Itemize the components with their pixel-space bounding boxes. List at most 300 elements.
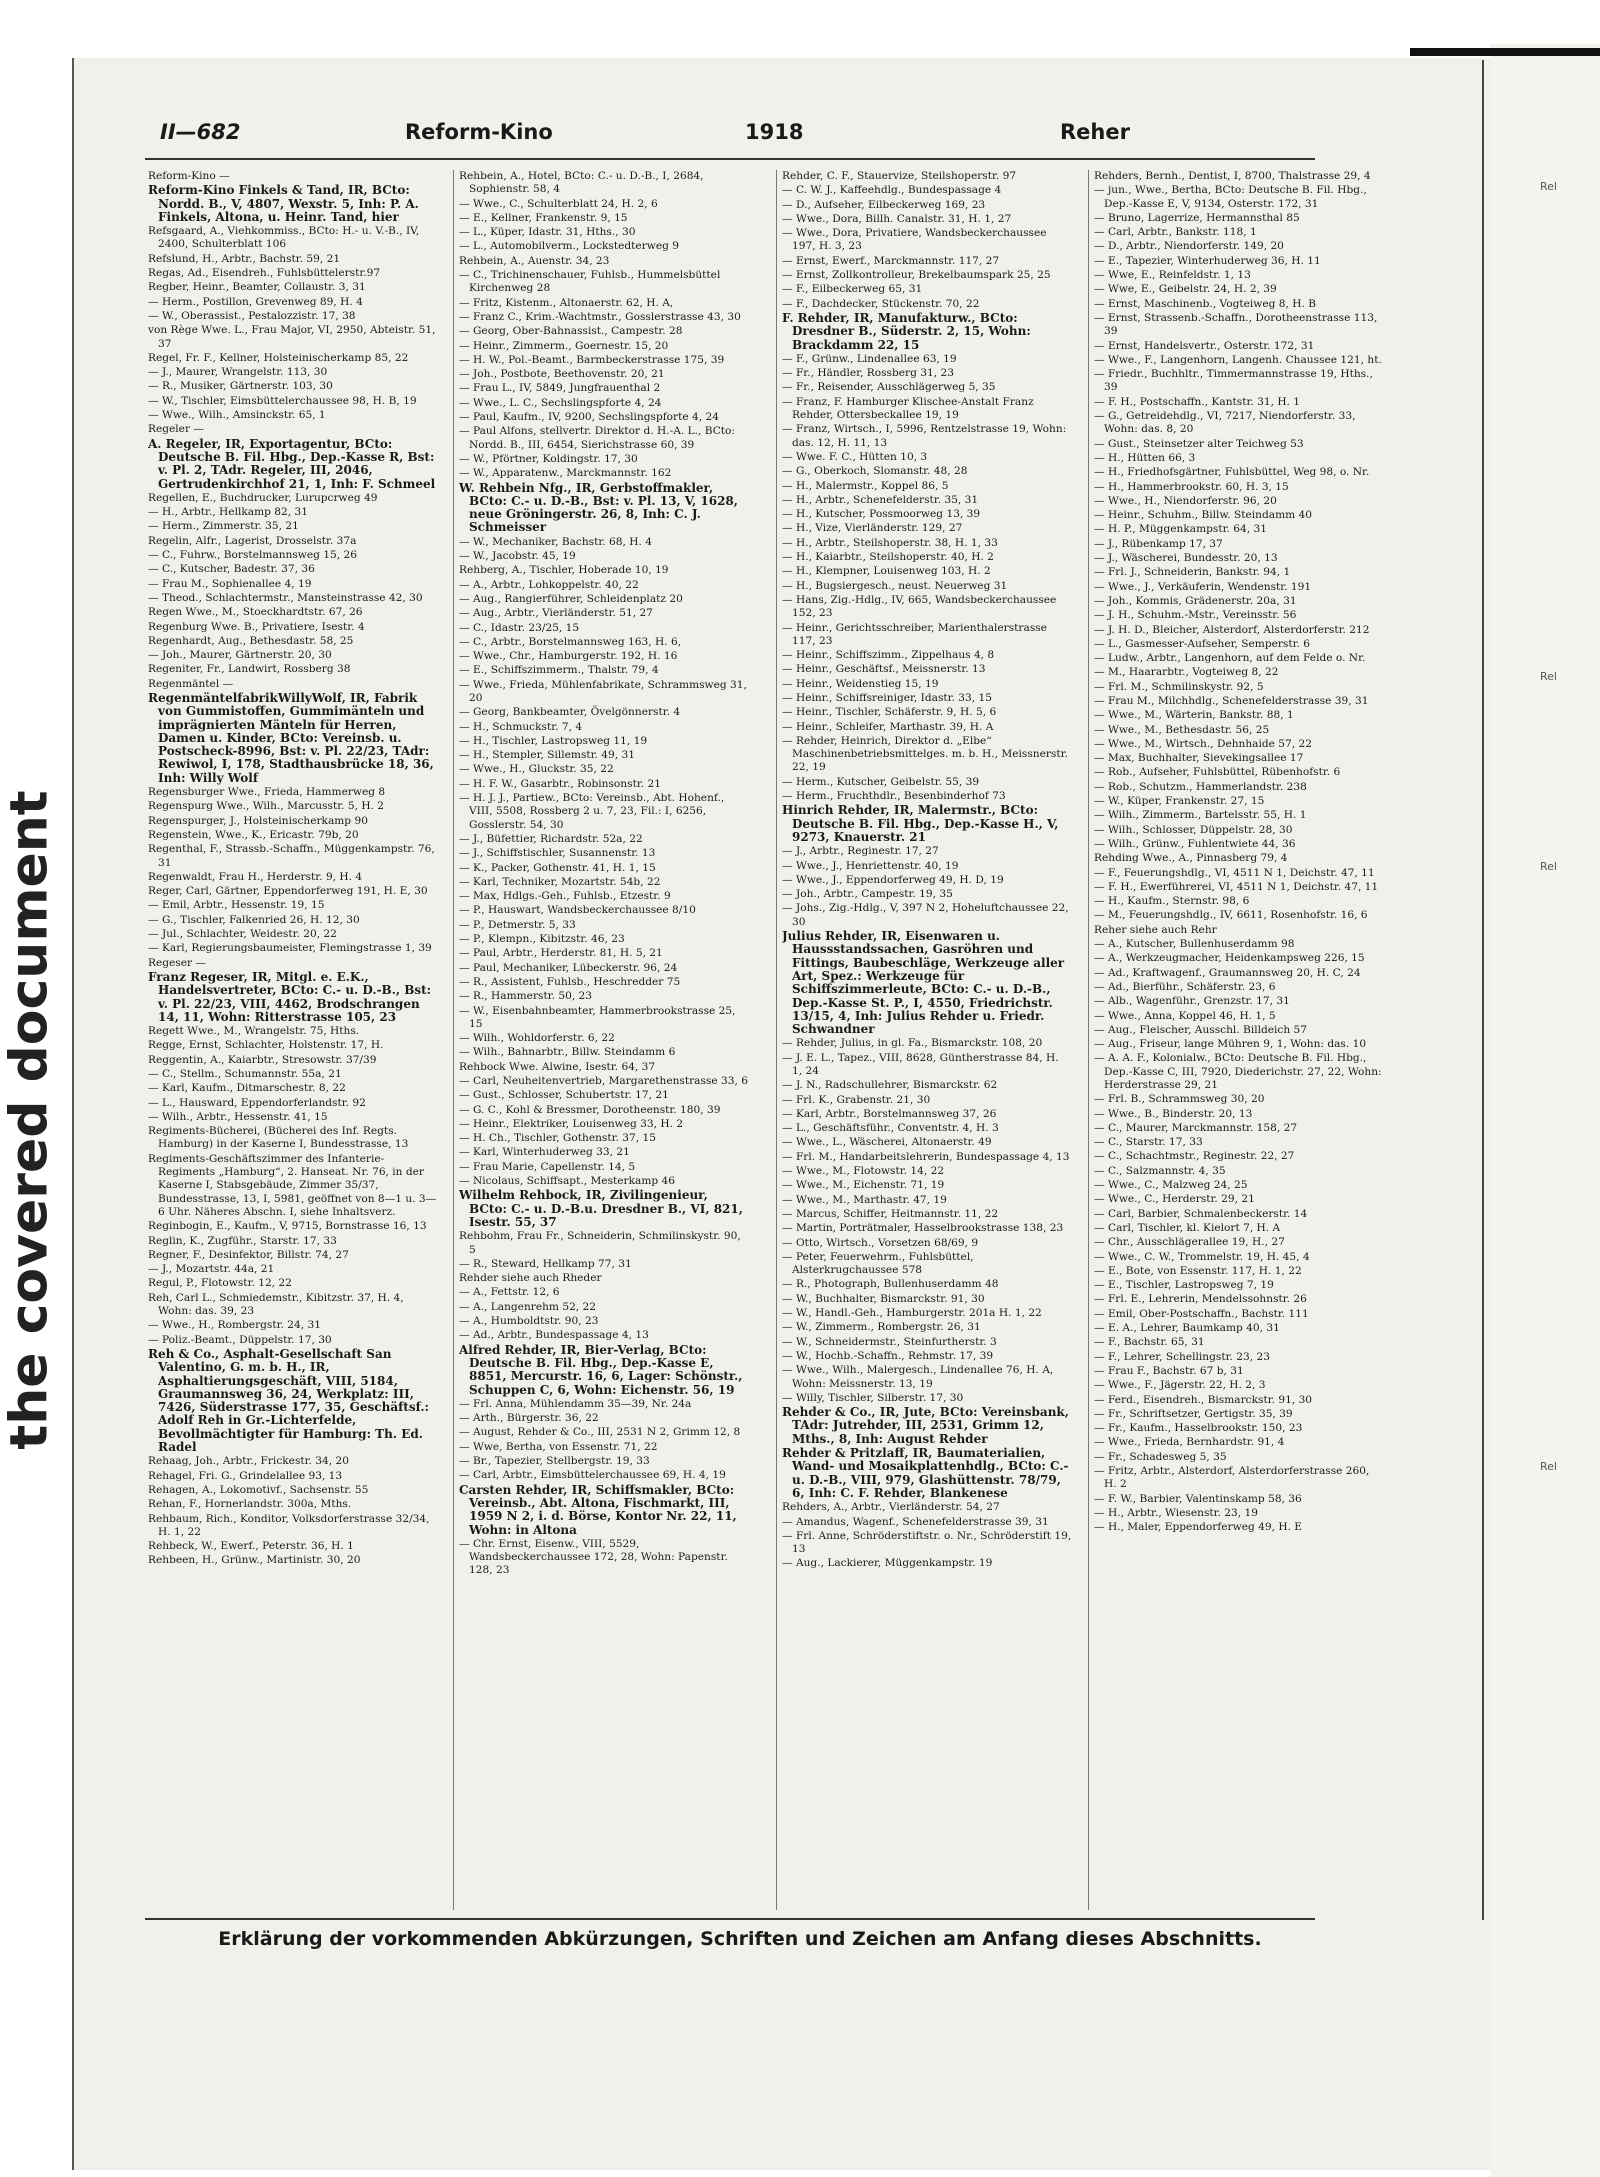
directory-entry: — K., Packer, Gothenstr. 41, H. 1, 15 [459,861,656,874]
directory-entry: — W., Hochb.-Schaffn., Rehmstr. 17, 39 [782,1349,994,1362]
directory-entry: — Carl, Arbtr., Eimsbüttelerchaussee 69, H. 4, 19 [459,1469,726,1482]
directory-entry: — Wwe, E., Reinfeldstr. 1, 13 [1094,269,1251,282]
directory-entry: — Joh., Maurer, Gärtnerstr. 20, 30 [148,649,332,662]
directory-entry: — Fr., Schadesweg 5, 35 [1094,1450,1227,1463]
directory-entry: Regel, Fr. F., Kellner, Holsteinischerkamp 85, 22 [148,351,409,364]
directory-entry: — J., Arbtr., Reginestr. 17, 27 [782,845,939,858]
directory-entry: — H., Friedhofsgärtner, Fuhlsbüttel, Weg 98, o. Nr. [1094,466,1370,479]
directory-entry: — Heinr., Schiffsreiniger, Idastr. 33, 15 [782,691,992,704]
directory-entry: — Heinr., Gerichtsschreiber, Marienthalerstrasse 117, 23 [782,621,1047,647]
directory-entry: — Br., Tapezier, Stellbergstr. 19, 33 [459,1455,650,1468]
directory-entry: Rehagel, Fri. G., Grindelallee 93, 13 [148,1469,343,1482]
directory-entry: — Fritz, Kistenm., Altonaerstr. 62, H. A, [459,296,674,309]
directory-entry: — Aug., Friseur, lange Mühren 9, 1, Wohn: das. 10 [1094,1038,1367,1051]
directory-entry: — Friedr., Buchhltr., Timmermannstrasse 19, Hths., 39 [1094,368,1373,394]
directory-entry: Regellen, E., Buchdrucker, Lurupcrweg 49 [148,491,378,504]
directory-entry: — Ad., Bierführ., Schäferstr. 23, 6 [1094,980,1276,993]
directory-entry: — Frl. M., Handarbeitslehrerin, Bundespassage 4, 13 [782,1150,1070,1163]
directory-entry: — Emil, Ober-Postschaffn., Bachstr. 111 [1094,1307,1309,1320]
directory-entry: — Frl. E., Lehrerin, Mendelssohnstr. 26 [1094,1293,1307,1306]
column-divider [776,170,777,1910]
adjacent-page-mark: Rel [1540,860,1557,873]
directory-entry: — Wwe., M., Flotowstr. 14, 22 [782,1165,945,1178]
directory-entry: — Frau Marie, Capellenstr. 14, 5 [459,1160,636,1173]
directory-entry: — H., Schmuckstr. 7, 4 [459,720,583,733]
directory-entry: — G., Oberkoch, Slomanstr. 48, 28 [782,465,968,478]
directory-entry: — Heinr., Schleifer, Marthastr. 39, H. A [782,720,994,733]
directory-entry: — H., Kaiarbtr., Steilshoperstr. 40, H. 2 [782,551,994,564]
directory-entry: Rehbeck, W., Ewerf., Peterstr. 36, H. 1 [148,1540,354,1553]
directory-entry: — Frl. J., Schneiderin, Bankstr. 94, 1 [1094,566,1291,579]
directory-entry: — Fritz, Arbtr., Alsterdorf, Alsterdorferstrasse 260, H. 2 [1094,1465,1370,1491]
directory-entry: — Peter, Feuerwehrm., Fuhlsbüttel, Alsterkrugchaussee 578 [782,1250,974,1277]
directory-entry: Rehbock Wwe. Alwine, Isestr. 64, 37 [459,1060,656,1073]
directory-entry: — J., Maurer, Wrangelstr. 113, 30 [148,366,328,379]
directory-entry: — Georg, Ober-Bahnassist., Campestr. 28 [459,325,683,338]
adjacent-page-strip [1490,44,1600,2177]
directory-entry: — H., Kaufm., Sternstr. 98, 6 [1094,895,1250,908]
directory-entry: — Wwe., J., Eppendorferweg 49, H. D, 19 [782,873,1004,886]
directory-entry: — F. W., Barbier, Valentinskamp 58, 36 [1094,1492,1302,1505]
directory-entry: — C., Kutscher, Badestr. 37, 36 [148,563,315,576]
directory-entry: — G. C., Kohl & Bressmer, Dorotheenstr. 180, 39 [459,1103,721,1116]
directory-entry: Reger, Carl, Gärtner, Eppendorferweg 191, H. E, 30 [148,885,428,898]
directory-entry: — Hans, Zig.-Hdlg., IV, 665, Wandsbeckerchaussee 152, 23 [782,593,1057,620]
directory-entry: — Carl, Barbier, Schmalenbeckerstr. 14 [1094,1207,1308,1220]
directory-entry: — H., Hammerbrookstr. 60, H. 3, 15 [1094,480,1289,493]
directory-entry: Regenburg Wwe. B., Privatiere, Isestr. 4 [148,620,365,633]
directory-entry: — M., Feuerungshdlg., IV, 6611, Rosenhofstr. 16, 6 [1094,909,1368,922]
directory-entry: Reggentin, A., Kaiarbtr., Stresowstr. 37/39 [148,1053,377,1066]
directory-entry: — H., Malermstr., Koppel 86, 5 [782,479,949,492]
directory-entry: Reher siehe auch Rehr [1094,923,1217,936]
directory-entry: Hinrich Rehder, IR, Malermstr., BCto: Deutsche B. Fil. Hbg., Dep.-Kasse H., V, 9273, Knauerstr. 21 [782,803,1059,844]
directory-entry: — Wilh., Schlosser, Düppelstr. 28, 30 [1094,823,1293,836]
directory-entry: — W., Schneidermstr., Steinfurtherstr. 3 [782,1335,997,1348]
directory-entry: — H. W., Pol.-Beamt., Barmbeckerstrasse 175, 39 [459,353,725,366]
directory-entry: — Wilh., Grünw., Fuhlentwiete 44, 36 [1094,837,1296,850]
directory-entry: — Heinr., Zimmerm., Goernestr. 15, 20 [459,339,669,352]
directory-entry: — E., Bote, von Essenstr. 117, H. 1, 22 [1094,1264,1302,1277]
directory-entry: — Herm., Zimmerstr. 35, 21 [148,520,299,533]
directory-entry: Rehder & Co., IR, Jute, BCto: Vereinsbank, TAdr: Jutrehder, III, 2531, Grimm 12, Mths., 8, Inh: August Rehder [782,1405,1069,1446]
directory-entry: Regenwaldt, Frau H., Herderstr. 9, H. 4 [148,870,363,883]
directory-entry: Franz Regeser, IR, Mitgl. e. E.K., Handelsvertreter, BCto: C.- u. D.-B., Bst: v. Pl. 22/23, VIII, 4462, Brodschrangen 14, 11, Wohn: Ritterstrasse 105, 23 [148,969,432,1024]
directory-entry: — Wwe., Dora, Billh. Canalstr. 31, H. 1, 27 [782,212,1012,225]
directory-entry: Reform-Kino — [148,170,230,182]
directory-entry: Regul, P., Flotowstr. 12, 22 [148,1277,292,1290]
directory-entry: — Paul, Arbtr., Herderstr. 81, H. 5, 21 [459,947,663,960]
directory-entry: Alfred Rehder, IR, Bier-Verlag, BCto: Deutsche B. Fil. Hbg., Dep.-Kasse E, 8851, Mercurstr. 16, 6, Lager: Schönstr., Schuppen C, 6, Wohn: Eichenstr. 56, 19 [459,1342,743,1397]
directory-entry: — A., Fettstr. 12, 6 [459,1286,560,1299]
directory-entry: — Frau M., Milchhdlg., Schenefelderstrasse 39, 31 [1094,694,1369,707]
directory-entry: — Frl. Anna, Mühlendamm 35—39, Nr. 24a [459,1397,692,1410]
directory-entry: Julius Rehder, IR, Eisenwaren u. Haussstandssachen, Gasröhren und Fittings, Baubeschläge, Werkzeuge aller Art, Spez.: Werkzeuge für Schiffszimmerleute, BCto: C.- u. D.-B., Dep.-Kasse St. P., I, 4550, Friedrichstr. 13/15, 4, Inh: Julius Rehder u. Friedr. Schwandner [782,929,1065,1037]
directory-entry: — Wilh., Wohldorferstr. 6, 22 [459,1032,615,1045]
directory-entry: — Paul, Mechaniker, Lübeckerstr. 96, 24 [459,961,678,974]
directory-entry: — A. A. F., Kolonialw., BCto: Deutsche B. Fil. Hbg., Dep.-Kasse C, III, 7920, Diederichstr. 27, 22, Wohn: Herderstrasse 29, 21 [1094,1052,1382,1091]
directory-entry: — R., Steward, Hellkamp 77, 31 [459,1257,632,1270]
directory-entry: — Wwe., C. W., Trommelstr. 19, H. 45, 4 [1094,1250,1310,1263]
footer-rule [145,1918,1315,1920]
directory-entry: — P., Klempn., Kibitzstr. 46, 23 [459,933,625,946]
directory-entry: — Wwe., L., Wäscherei, Altonaerstr. 49 [782,1136,992,1149]
directory-entry: — W., Apparatenw., Marckmannstr. 162 [459,467,672,480]
directory-entry: — Ernst, Maschinenb., Vogteiweg 8, H. B [1094,297,1317,310]
directory-entry: Regenhardt, Aug., Bethesdastr. 58, 25 [148,634,354,647]
directory-entry: — A., Arbtr., Lohkoppelstr. 40, 22 [459,578,639,591]
directory-entry: — D., Arbtr., Niendorferstr. 149, 20 [1094,240,1284,253]
directory-entry: Regensburger Wwe., Frieda, Hammerweg 8 [148,786,386,799]
directory-entry: — Rehder, Julius, in gl. Fa., Bismarckstr. 108, 20 [782,1037,1043,1050]
directory-entry: — Karl, Arbtr., Borstelmannsweg 37, 26 [782,1107,997,1120]
directory-entry: — Jul., Schlachter, Weidestr. 20, 22 [148,928,337,941]
directory-entry: — Franz, F. Hamburger Klischee-Anstalt Franz Rehder, Ottersbeckallee 19, 19 [782,395,1034,422]
directory-entry: Rehders, A., Arbtr., Vierländerstr. 54, 27 [782,1501,1000,1514]
directory-entry: — H., Stempler, Sillemstr. 49, 31 [459,749,635,762]
directory-entry: — Wwe., M., Wärterin, Bankstr. 88, 1 [1094,709,1294,722]
directory-entry: Rehbaum, Rich., Konditor, Volksdorferstrasse 32/34, H. 1, 22 [148,1512,430,1538]
directory-entry: — H. Ch., Tischler, Gothenstr. 37, 15 [459,1132,656,1145]
directory-entry: — Wilh., Zimmerm., Bartelsstr. 55, H. 1 [1094,809,1307,822]
directory-entry: — Wwe., C., Schulterblatt 24, H. 2, 6 [459,197,658,210]
directory-entry: Wilhelm Rehbock, IR, Zivilingenieur, BCto: C.- u. D.-B.u. Dresdner B., VI, 821, Isestr. 55, 37 [459,1188,743,1229]
page-header [160,120,1330,150]
directory-column-3 [782,170,1072,1910]
directory-entry: — Gust., Steinsetzer alter Teichweg 53 [1094,437,1304,450]
directory-entry: — Fr., Reisender, Ausschlägerweg 5, 35 [782,381,996,394]
directory-entry: — Wwe., Frieda, Mühlenfabrikate, Schrammsweg 31, 20 [459,678,747,704]
directory-entry: — F. H., Postschaffn., Kantstr. 31, H. 1 [1094,395,1301,408]
directory-entry: — C., Fuhrw., Borstelmannsweg 15, 26 [148,549,357,562]
side-banner-text: the covered document [0,790,61,1450]
directory-entry: Rehbeen, H., Grünw., Martinistr. 30, 20 [148,1554,361,1567]
directory-entry: — Georg, Bankbeamter, Övelgönnerstr. 4 [459,706,681,719]
directory-entry: — H., Arbtr., Wiesenstr. 23, 19 [1094,1506,1258,1519]
directory-entry: — F., Grünw., Lindenallee 63, 19 [782,352,957,365]
directory-entry: — C., Idastr. 23/25, 15 [459,621,580,634]
directory-entry: — C., Salzmannstr. 4, 35 [1094,1164,1226,1177]
directory-entry: — Ernst, Strassenb.-Schaffn., Dorotheenstrasse 113, 39 [1094,311,1378,338]
directory-entry: — Carl, Tischler, kl. Kielort 7, H. A [1094,1221,1281,1234]
directory-entry: — W., Handl.-Geh., Hamburgerstr. 201a H. 1, 22 [782,1307,1042,1320]
directory-entry: — Wwe., Frieda, Bernhardstr. 91, 4 [1094,1436,1285,1449]
directory-entry: Regen Wwe., M., Stoeckhardtstr. 67, 26 [148,606,363,619]
book-edge [1410,48,1600,56]
directory-entry: — Bruno, Lagerrize, Hermannsthal 85 [1094,211,1300,224]
directory-entry: Refslund, H., Arbtr., Bachstr. 59, 21 [148,252,341,265]
adjacent-page-mark: Rel [1540,180,1557,193]
directory-entry: — Frau M., Sophienallee 4, 19 [148,577,312,590]
directory-entry: Reginbogin, E., Kaufm., V, 9715, Bornstrasse 16, 13 [148,1220,427,1233]
directory-entry: — J. H., Schuhm.-Mstr., Vereinsstr. 56 [1094,609,1297,622]
directory-entry: — F., Lehrer, Schellingstr. 23, 23 [1094,1350,1270,1363]
directory-entry: A. Regeler, IR, Exportagentur, BCto: Deutsche B. Fil. Hbg., Dep.-Kasse R, Bst: v. Pl. 2, TAdr. Regeler, III, 2046, Gertrudenkirchhof 21, 1, Inh: F. Schmeel [148,436,436,491]
directory-entry: — Joh., Kommis, Grädenerstr. 20a, 31 [1094,594,1297,607]
directory-entry: — R., Photograph, Bullenhuserdamm 48 [782,1278,999,1291]
directory-entry: Rehbein, A., Auenstr. 34, 23 [459,254,610,267]
directory-entry: — Franz C., Krim.-Wachtmstr., Gosslerstrasse 43, 30 [459,310,741,323]
directory-entry: — E., Tapezier, Winterhuderweg 36, H. 11 [1094,254,1321,267]
directory-entry: Regelin, Alfr., Lagerist, Drosselstr. 37a [148,534,357,547]
directory-entry: — Rob., Schutzm., Hammerlandstr. 238 [1094,780,1307,793]
directory-entry: — Poliz.-Beamt., Düppelstr. 17, 30 [148,1333,332,1346]
directory-entry: — Frl. K., Grabenstr. 21, 30 [782,1093,931,1106]
directory-entry: Regiments-Bücherei, (Bücherei des Inf. Regts. Hamburg) in der Kaserne I, Bundesstrasse, 13 [148,1125,409,1151]
directory-entry: — Wwe., Wilh., Malergesch., Lindenallee 76, H. A, Wohn: Meissnerstr. 13, 19 [782,1364,1054,1390]
directory-entry: — Paul Alfons, stellvertr. Direktor d. H.-A. L., BCto: Nordd. B., III, 6454, Sierichstrasse 60, 39 [459,425,736,451]
directory-entry: Rehan, F., Hornerlandstr. 300a, Mths. [148,1498,352,1511]
directory-entry: — W., Buchhalter, Bismarckstr. 91, 30 [782,1292,985,1305]
directory-entry: — Wwe, Bertha, von Essenstr. 71, 22 [459,1440,658,1453]
directory-entry: — Marcus, Schiffer, Heitmannstr. 11, 22 [782,1207,999,1220]
directory-entry: — W., Zimmerm., Rombergstr. 26, 31 [782,1321,981,1334]
directory-entry: — C., Stellm., Schumannstr. 55a, 21 [148,1068,342,1080]
directory-entry: Rehaag, Joh., Arbtr., Frickestr. 34, 20 [148,1455,349,1468]
header-right-keyword: Reher [1060,120,1130,144]
directory-entry: — Wwe., Dora, Privatiere, Wandsbeckerchaussee 197, H. 3, 23 [782,227,1047,253]
directory-entry: — E., Kellner, Frankenstr. 9, 15 [459,211,628,224]
directory-entry: — H., Arbtr., Schenefelderstr. 35, 31 [782,493,979,506]
directory-entry: — Max, Buchhalter, Sievekingsallee 17 [1094,752,1304,765]
directory-column-4 [1094,170,1384,1910]
directory-entry: — Wwe., C., Herderstr. 29, 21 [1094,1193,1255,1206]
directory-entry: — W., Pförtner, Koldingstr. 17, 30 [459,452,638,465]
directory-entry: — Arth., Bürgerstr. 36, 22 [459,1412,599,1425]
directory-entry: Rehbein, A., Hotel, BCto: C.- u. D.-B., I, 2684, Sophienstr. 58, 4 [459,170,704,196]
directory-entry: F. Rehder, IR, Manufakturw., BCto: Dresdner B., Süderstr. 2, 15, Wohn: Brackdamm 22, 15 [782,310,1031,352]
adjacent-page-mark: Rel [1540,1460,1557,1473]
directory-entry: — Fr., Kaufm., Hasselbrookstr. 150, 23 [1094,1422,1303,1435]
directory-entry: — H. P., Müggenkampstr. 64, 31 [1094,523,1267,536]
directory-entry: — Wwe., B., Binderstr. 20, 13 [1094,1107,1253,1120]
directory-entry: — Aug., Lackierer, Müggenkampstr. 19 [782,1557,993,1570]
directory-entry: — Aug., Arbtr., Vierländerstr. 51, 27 [459,607,653,620]
directory-entry: — Frau L., IV, 5849, Jungfrauenthal 2 [459,382,661,395]
directory-entry: Regeser — [148,956,207,969]
directory-entry: — Wwe., M., Wirtsch., Dehnhaide 57, 22 [1094,737,1312,750]
directory-entry: — Theod., Schlachtermstr., Mansteinstrasse 42, 30 [148,591,423,604]
directory-entry: — P., Hauswart, Wandsbeckerchaussee 8/10 [459,904,696,917]
directory-entry: — Herm., Postillon, Grevenweg 89, H. 4 [148,295,363,308]
directory-entry: — C., Maurer, Marckmannstr. 158, 27 [1094,1121,1298,1134]
directory-entry: — H., Kutscher, Possmoorweg 13, 39 [782,508,981,521]
directory-entry: Reglin, K., Zugführ., Starstr. 17, 33 [148,1234,337,1247]
directory-entry: — Martin, Porträtmaler, Hasselbrookstrasse 138, 23 [782,1222,1064,1235]
directory-entry: — H., Arbtr., Steilshoperstr. 38, H. 1, 33 [782,536,998,549]
directory-entry: — Wwe., M., Marthastr. 47, 19 [782,1193,947,1206]
page-number: II—682 [160,120,241,144]
directory-entry: — H., Maler, Eppendorferweg 49, H. E [1094,1521,1303,1534]
directory-entry: — Wwe., F., Jägerstr. 22, H. 2, 3 [1094,1379,1266,1392]
directory-entry: Reh, Carl L., Schmiedemstr., Kibitzstr. 37, H. 4, Wohn: das. 39, 23 [148,1291,404,1318]
directory-entry: — Chr., Ausschlägerallee 19, H., 27 [1094,1236,1285,1249]
header-rule [145,158,1315,160]
directory-entry: Regenspurger, J., Holsteinischerkamp 90 [148,814,368,827]
directory-entry: — Ludw., Arbtr., Langenhorn, auf dem Felde o. Nr. [1094,652,1366,665]
directory-entry: — jun., Wwe., Bertha, BCto: Deutsche B. Fil. Hbg., Dep.-Kasse E, V, 9134, Osterstr. 172, 31 [1094,184,1367,210]
directory-entry: — Wwe., H., Niendorferstr. 96, 20 [1094,494,1277,507]
directory-entry: — H., Hütten 66, 3 [1094,451,1196,464]
footer-note: Erklärung der vorkommenden Abkürzungen, Schriften und Zeichen am Anfang dieses Abschnitts. [218,1928,1262,1950]
directory-entry: — Ad., Kraftwagenf., Graumannsweg 20, H. C, 24 [1094,966,1361,979]
directory-entry: — Wwe., H., Gluckstr. 35, 22 [459,763,614,776]
directory-entry: Rehberg, A., Tischler, Hoberade 10, 19 [459,564,669,577]
directory-entry: Regenspurg Wwe., Wilh., Marcusstr. 5, H. 2 [148,800,385,813]
directory-entry: — L., Küper, Idastr. 31, Hths., 30 [459,226,636,239]
directory-entry: Regeler — [148,423,204,436]
directory-column-2 [459,170,749,1910]
directory-entry: Rehding Wwe., A., Pinnasberg 79, 4 [1094,852,1288,865]
directory-entry: — Wwe., H., Rombergstr. 24, 31 [148,1319,321,1332]
directory-entry: — Herm., Fruchthdlr., Besenbinderhof 73 [782,790,1006,803]
directory-entry: — Wilh., Arbtr., Hessenstr. 41, 15 [148,1110,328,1123]
directory-entry: — J. N., Radschullehrer, Bismarckstr. 62 [782,1079,998,1092]
directory-entry: — F., Bachstr. 65, 31 [1094,1336,1205,1349]
directory-entry: — H., Arbtr., Hellkamp 82, 31 [148,506,308,519]
directory-entry: — Alb., Wagenführ., Grenzstr. 17, 31 [1094,995,1290,1008]
column-divider [1088,170,1089,1910]
directory-entry: — W., Tischler, Eimsbüttelerchaussee 98, H. B, 19 [148,394,417,407]
directory-entry: — G., Getreidehdlg., VI, 7217, Niendorferstr. 33, Wohn: das. 8, 20 [1094,410,1356,436]
directory-entry: — J. E. L., Tapez., VIII, 8628, Güntherstrasse 84, H. 1, 24 [782,1051,1059,1077]
directory-entry: — Paul, Kaufm., IV, 9200, Sechslingspforte 4, 24 [459,411,719,424]
directory-entry: — Wwe., C., Malzweg 24, 25 [1094,1179,1248,1192]
directory-entry: — Johs., Zig.-Hdlg., V, 397 N 2, Hoheluftchaussee 22, 30 [782,902,1069,928]
directory-entry: RegenmäntelfabrikWillyWolf, IR, Fabrik von Gummistoffen, Gummimänteln und imprägnierten Mänteln für Herren, Damen u. Kinder, BCto: Vereinsb. u. Postscheck-8996, Bst: v. Pl. 22/23, TAdr: Rewiwol, I, 178, Stadthausbrücke 18, 36, Inh: Willy Wolf [148,690,434,785]
directory-entry: — Heinr., Schuhm., Billw. Steindamm 40 [1094,509,1313,522]
directory-entry: — Aug., Fleischer, Ausschl. Billdeich 57 [1094,1023,1308,1036]
directory-entry: — C., Arbtr., Borstelmannsweg 163, H. 6, [459,635,682,648]
directory-entry: — Frau F., Bachstr. 67 b, 31 [1094,1364,1244,1377]
directory-entry: W. Rehbein Nfg., IR, Gerbstoffmakler, BCto: C.- u. D.-B., Bst: v. Pl. 13, V, 1628, neue Gröningerstr. 26, 8, Inh: C. J. Schmeisser [459,480,738,535]
directory-entry: — R., Musiker, Gärtnerstr. 103, 30 [148,380,333,393]
directory-entry: Rehagen, A., Lokomotivf., Sachsenstr. 55 [148,1483,369,1496]
directory-entry: — F., Feuerungshdlg., VI, 4511 N 1, Deichstr. 47, 11 [1094,866,1375,879]
directory-entry: — Heinr., Elektriker, Louisenweg 33, H. 2 [459,1117,684,1130]
directory-entry: Rehder, C. F., Stauervize, Steilshoperstr. 97 [782,170,1017,182]
directory-entry: — Karl, Winterhuderweg 33, 21 [459,1146,630,1159]
directory-entry: Regiments-Geschäftszimmer des Infanterie-Regiments „Hamburg“, 2. Hanseat. Nr. 76, in der Kaserne I, Stabsgebäude, Zimmer 35/37, Bundesstrasse, 13, I, 5981, geöffnet von 8—1 u. 3—6 Uhr. Näheres Abschn. I, siehe Inhaltsverz. [148,1152,437,1218]
directory-entry: — Willy, Tischler, Silberstr. 17, 30 [782,1391,964,1404]
directory-entry: — Fr., Händler, Rossberg 31, 23 [782,367,954,380]
directory-entry: — R., Hammerstr. 50, 23 [459,990,593,1003]
directory-entry: — Ernst, Ewerf., Marckmannstr. 117, 27 [782,254,1000,267]
directory-entry: Rehder & Pritzlaff, IR, Baumaterialien, Wand- und Mosaikplattenhdlg., BCto: C.- u. D.-B., VIII, 979, Glashüttenstr. 78/79, 6, Inh: C. F. Rehder, Blankenese [782,1446,1069,1500]
directory-entry: — H., Bugsiergesch., neust. Neuerweg 31 [782,579,1008,592]
directory-entry: Rehder siehe auch Rheder [459,1272,602,1285]
directory-entry: — Joh., Postbote, Beethovenstr. 20, 21 [459,368,665,381]
header-left-keyword: Reform-Kino [405,120,553,144]
directory-entry: Regas, Ad., Eisendreh., Fuhlsbüttelerstr.97 [148,267,381,280]
directory-entry: — W., Küper, Frankenstr. 27, 15 [1094,795,1265,808]
directory-entry: Regge, Ernst, Schlachter, Holstenstr. 17, H. [148,1039,384,1052]
directory-entry: — Ernst, Handelsvertr., Osterstr. 172, 31 [1094,339,1315,352]
side-banner [0,560,60,1680]
directory-entry: — August, Rehder & Co., III, 2531 N 2, Grimm 12, 8 [459,1426,741,1439]
directory-entry: — W., Jacobstr. 45, 19 [459,550,576,563]
directory-entry: — Frl. B., Schrammsweg 30, 20 [1094,1093,1265,1106]
directory-entry: — Heinr., Schiffszimm., Zippelhaus 4, 8 [782,649,995,662]
directory-entry: — H., Tischler, Lastropsweg 11, 19 [459,734,648,747]
directory-entry: — J., Mozartstr. 44a, 21 [148,1263,275,1276]
directory-entry: — H., Vize, Vierländerstr. 129, 27 [782,522,963,535]
directory-entry: — Ferd., Eisendreh., Bismarckstr. 91, 30 [1094,1393,1313,1406]
directory-entry: Rehbohm, Frau Fr., Schneiderin, Schmilinskystr. 90, 5 [459,1230,741,1256]
directory-entry: — Heinr., Geschäftsf., Meissnerstr. 13 [782,663,986,676]
directory-entry: — Wwe. F. C., Hütten 10, 3 [782,450,928,463]
directory-entry: Regeniter, Fr., Landwirt, Rossberg 38 [148,663,351,676]
directory-entry: — Fr., Schriftsetzer, Gertigstr. 35, 39 [1094,1407,1293,1420]
directory-entry: Regenmäntel — [148,677,234,690]
column-divider [453,170,454,1910]
directory-entry: Regenstein, Wwe., K., Ericastr. 79b, 20 [148,828,359,841]
directory-entry: — D., Aufseher, Eilbeckerweg 169, 23 [782,198,986,211]
directory-entry: — Rehder, Heinrich, Direktor d. „Elbe“ Maschinenbetriebsmittelges. m. b. H., Meissnerstr. 22, 19 [782,734,1068,774]
directory-entry: — Wwe., M., Bethesdastr. 56, 25 [1094,723,1270,736]
directory-entry: — Nicolaus, Schiffsapt., Mesterkamp 46 [459,1175,676,1188]
directory-entry: — L., Gasmesser-Aufseher, Semperstr. 6 [1094,637,1310,650]
directory-entry: — F., Dachdecker, Stückenstr. 70, 22 [782,297,980,310]
directory-entry: — Ad., Arbtr., Bundespassage 4, 13 [459,1329,649,1342]
directory-entry: — Wwe., M., Eichenstr. 71, 19 [782,1179,945,1192]
directory-entry: — W., Eisenbahnbeamter, Hammerbrookstrasse 25, 15 [459,1004,736,1030]
directory-entry: — Joh., Arbtr., Campestr. 19, 35 [782,888,953,901]
directory-entry: — F. H., Ewerführerei, VI, 4511 N 1, Deichstr. 47, 11 [1094,880,1379,893]
directory-entry: — Herm., Kutscher, Geibelstr. 55, 39 [782,775,980,788]
directory-entry: — Gust., Schlosser, Schubertstr. 17, 21 [459,1089,669,1102]
directory-entry: — H. J. J., Partiew., BCto: Vereinsb., Abt. Hohenf., VIII, 5508, Rossberg 2 u. 7, 23, Fil.: I, 6256, Gosslerstr. 54, 30 [459,792,725,831]
directory-entry: — L., Hausward, Eppendorferlandstr. 92 [148,1096,366,1109]
directory-entry: — Franz, Wirtsch., I, 5996, Rentzelstrasse 19, Wohn: das. 12, H. 11, 13 [782,423,1067,449]
directory-entry: Regenthal, F., Strassb.-Schaffn., Müggenkampstr. 76, 31 [148,843,435,869]
directory-entry: — Aug., Rangierführer, Schleidenplatz 20 [459,592,683,605]
directory-entry: Reform-Kino Finkels & Tand, IR, BCto: Nordd. B., V, 4807, Wexstr. 5, Inh: P. A. Finkels, Altona, u. Heinr. Tand, hier [148,183,419,224]
directory-entry: — H., Klempner, Louisenweg 103, H. 2 [782,565,991,578]
directory-entry: Refsgaard, A., Viehkommiss., BCto: H.- u. V.-B., IV, 2400, Schulterblatt 106 [148,225,420,251]
directory-entry: — J., Wäscherei, Bundesstr. 20, 13 [1094,552,1278,565]
directory-entry: — H. F. W., Gasarbtr., Robinsonstr. 21 [459,777,661,790]
directory-entry: — C., Trichinenschauer, Fuhlsb., Hummelsbüttel Kirchenweg 28 [459,269,721,295]
directory-entry: — Heinr., Weidenstieg 15, 19 [782,677,939,690]
directory-entry: — Chr. Ernst, Eisenw., VIII, 5529, Wandsbeckerchaussee 172, 28, Wohn: Papenstr. 128, 23 [459,1537,728,1577]
adjacent-page-mark: Rel [1540,670,1557,683]
directory-entry: — Wwe., Wilh., Amsinckstr. 65, 1 [148,409,326,422]
directory-entry: — Frl. Anne, Schröderstiftstr. o. Nr., Schröderstift 19, 13 [782,1529,1072,1556]
directory-entry: — A., Kutscher, Bullenhuserdamm 98 [1094,938,1295,951]
directory-entry: — F., Eilbeckerweg 65, 31 [782,283,923,296]
directory-entry: — C., Schachtmstr., Reginestr. 22, 27 [1094,1150,1295,1163]
directory-entry: — M., Haararbtr., Vogteiweg 8, 22 [1094,666,1279,679]
directory-entry: — Frl. M., Schmilinskystr. 92, 5 [1094,680,1264,693]
directory-entry: — Carl, Neuheitenvertrieb, Margarethenstrasse 33, 6 [459,1075,748,1087]
directory-entry: — Wwe., J., Henriettenstr. 40, 19 [782,859,959,872]
directory-entry: — L., Geschäftsführ., Conventstr. 4, H. 3 [782,1122,999,1135]
directory-entry: — Carl, Arbtr., Bankstr. 118, 1 [1094,226,1257,239]
directory-entry: — Wwe., Anna, Koppel 46, H. 1, 5 [1094,1009,1276,1022]
directory-entry: — P., Detmerstr. 5, 33 [459,918,576,931]
directory-column-1 [148,170,438,1910]
directory-entry: — W., Oberassist., Pestalozzistr. 17, 38 [148,309,356,322]
directory-entry: Rehders, Bernh., Dentist, I, 8700, Thalstrasse 29, 4 [1094,170,1371,182]
header-year: 1918 [745,120,804,144]
directory-entry: — C. W. J., Kaffeehdlg., Bundespassage 4 [782,184,1002,197]
directory-entry: — J., Schiffstischler, Susannenstr. 13 [459,847,656,860]
directory-entry: — L., Automobilverm., Lockstedterweg 9 [459,240,679,253]
directory-entry: — W., Mechaniker, Bachstr. 68, H. 4 [459,535,652,548]
directory-entry: — Heinr., Tischler, Schäferstr. 9, H. 5, 6 [782,706,997,719]
directory-entry: — E., Tischler, Lastropsweg 7, 19 [1094,1279,1274,1292]
